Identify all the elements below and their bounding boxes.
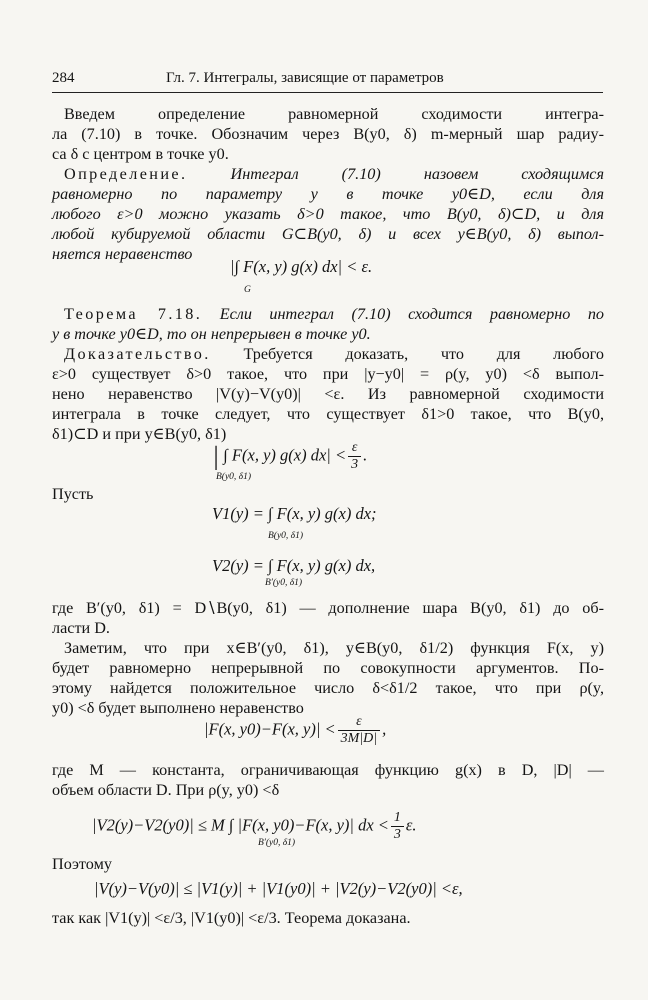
text-line: ла (7.10) в точке. Обозначим через B(y0, δ) m-мерный шар радиу- — [52, 125, 604, 143]
formula-5: |F(x, y0)−F(x, y)| < $\frac{\varepsilon}{3M|D|}$ , — [204, 714, 387, 746]
text-line: объем области D. При ρ(y, y0) <δ — [52, 781, 280, 799]
integral-domain: G — [244, 285, 251, 295]
text-line: этому найдется положительное число δ<δ1/2 такое, что при ρ(y, — [52, 679, 604, 697]
proof-label: Доказательство. — [64, 345, 211, 363]
formula-7: |V(y)−V(y0)| ≤ |V1(y)| + |V1(y0)| + |V2(y)−V2(y0)| <ε, — [94, 879, 463, 898]
theorem-label: Теорема 7.18. — [64, 305, 203, 323]
formula-1: |∫ F(x, y) g(x) dx| < ε. — [230, 257, 373, 276]
text-line: y0) <δ будет выполнено неравенство — [52, 699, 304, 717]
formula-3: V1(y) = ∫ F(x, y) g(x) dx; — [212, 504, 377, 523]
running-header: Гл. 7. Интегралы, зависящие от параметров — [166, 70, 444, 86]
integral-domain: B(y0, δ1) — [216, 472, 252, 482]
text-line: где M — константа, ограничивающая функцию g(x) в D, |D| — — [52, 761, 604, 779]
integral-domain: B(y0, δ1) — [268, 531, 304, 541]
definition-label: Определение. — [64, 165, 188, 183]
page-number: 284 — [52, 70, 75, 86]
formula-6: |V2(y)−V2(y0)| ≤ M ∫ |F(x, y0)−F(x, y)| dx < $\frac{1}{3}$ ε. — [92, 810, 417, 842]
text-line: ε>0 существует δ>0 такое, что при |y−y0| = ρ(y, y0) <δ выпол- — [52, 365, 604, 383]
text-line: интеграла в точке следует, что существует δ1>0 такое, что B(y0, — [52, 405, 604, 423]
text-line: Поэтому — [52, 855, 112, 873]
text-line: любого ε>0 можно указать δ>0 такое, что B(y0, δ)⊂D, и для — [52, 205, 604, 223]
text-line: са δ с центром в точке y0. — [52, 145, 229, 163]
text-line: так как |V1(y)| <ε/3, |V1(y0)| <ε/3. Теорема доказана. — [52, 909, 411, 927]
text-line: няется неравенство — [52, 245, 193, 263]
text-line: равномерно по параметру y в точке y0∈D, если для — [52, 185, 604, 203]
text-line: y в точке y0∈D, то он непрерывен в точке y0. — [52, 325, 371, 343]
text-line: δ1)⊂D и при y∈B(y0, δ1) — [52, 425, 227, 443]
proof-line: Доказательство. Требуется доказать, что для любого — [64, 345, 605, 363]
text-line: Пусть — [52, 485, 94, 503]
text-line: где B′(y0, δ1) = D∖B(y0, δ1) — дополнение шара B(y0, δ1) до об- — [52, 599, 604, 617]
text-line: Введем определение равномерной сходимости интегра- — [64, 105, 604, 123]
formula-2: | ∫ F(x, y) g(x) dx| < $\frac{\varepsilon}{3}$ . — [212, 440, 368, 472]
text-line: будет равномерно непрерывной по совокупности аргументов. По- — [52, 659, 604, 677]
integral-domain: B′(y0, δ1) — [265, 578, 303, 588]
definition-line: Определение. Интеграл (7.10) назовем сходящимся — [64, 165, 604, 183]
theorem-line: Теорема 7.18. Если интеграл (7.10) сходится равномерно по — [64, 305, 605, 323]
text-line: Заметим, что при x∈B′(y0, δ1), y∈B(y0, δ1/2) функция F(x, y) — [64, 639, 604, 657]
formula-4: V2(y) = ∫ F(x, y) g(x) dx, — [212, 556, 376, 575]
text-line: нено неравенство |V(y)−V(y0)| <ε. Из равномерной сходимости — [52, 385, 604, 403]
text-line: ласти D. — [52, 619, 110, 637]
header-rule — [52, 92, 603, 93]
text-line: любой кубируемой области G⊂B(y0, δ) и всех y∈B(y0, δ) выпол- — [52, 225, 604, 243]
integral-domain: B′(y0, δ1) — [258, 838, 296, 848]
